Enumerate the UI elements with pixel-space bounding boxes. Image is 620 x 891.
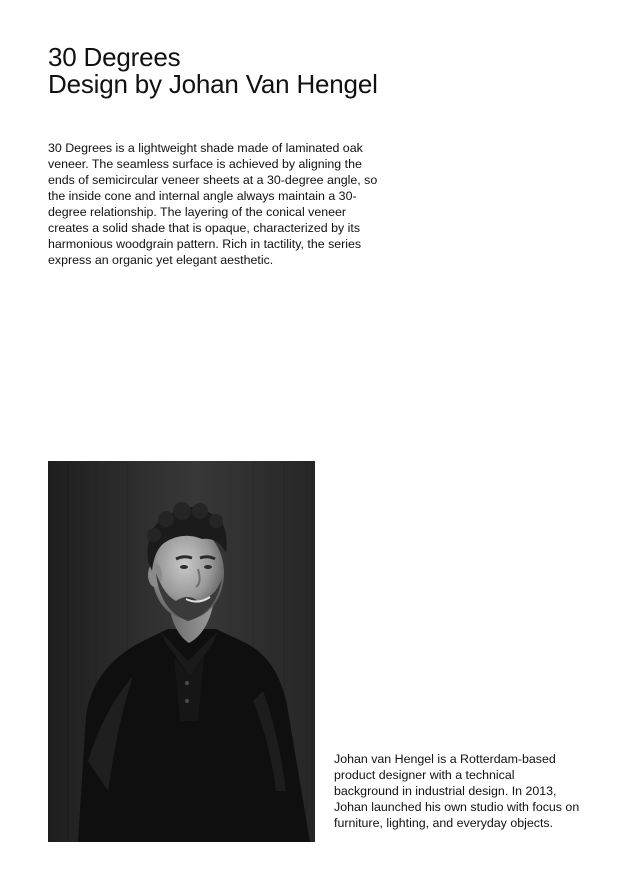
title-product-name: 30 Degrees [48,42,181,72]
product-description: 30 Degrees is a lightweight shade made of laminated oak veneer. The seamless surface is achieved by aligning the ends of semicircular veneer sheets at a 30-degree angle, so the inside cone and internal angle always maintain a 30-degree relationship. The layering of the conical veneer creates a solid shade that is opaque, characterized by its harmonious woodgrain pattern. Rich in tactility, the series express an organic yet elegant aesthetic. [48,141,378,267]
page-title [48,44,378,98]
designer-portrait [48,461,315,842]
designer-bio: Johan van Hengel is a Rotterdam-based product designer with a technical background in industrial design. In 2013, Johan launched his own studio with focus on furniture, lighting, and everyday objects. [334,752,580,830]
title-designer-credit: Design by Johan Van Hengel [48,69,378,99]
